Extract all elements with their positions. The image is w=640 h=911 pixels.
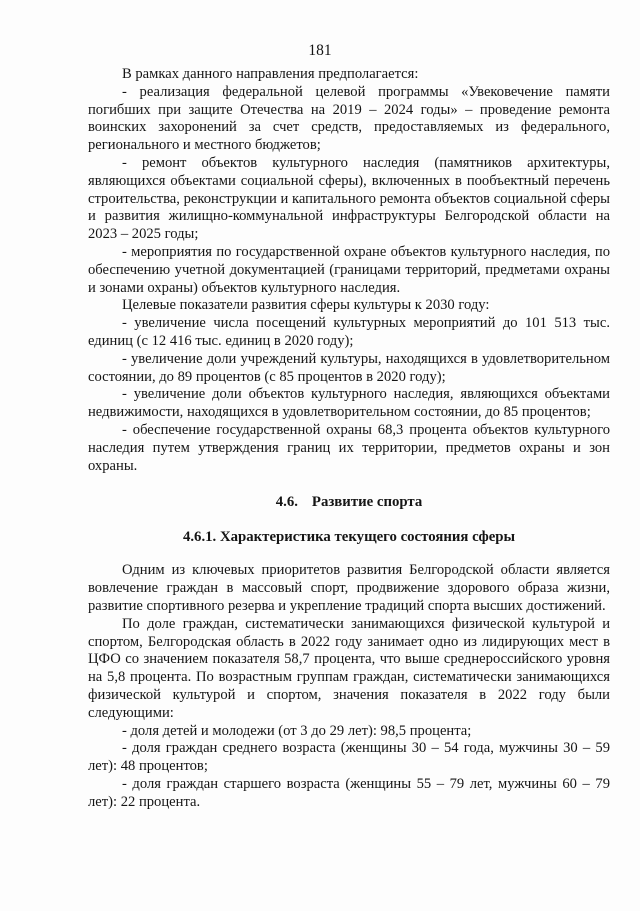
- paragraph-sport-priorities: Одним из ключевых приоритетов развития Белгородской области является вовлечение граждан в массовый спорт, продвижение здорового образа жизни, развитие спортивного резерва и укрепление традиций спорта высших достижений.: [88, 562, 610, 614]
- list-item-middle-age-share: - доля граждан среднего возраста (женщины 30 – 54 года, мужчины 30 – 59 лет): 48 процентов;: [88, 740, 610, 775]
- paragraph-direction-intro: В рамках данного направления предполагается:: [122, 66, 419, 82]
- list-item-institutions-target: - увеличение доли учреждений культуры, находящихся в удовлетворительном состоянии, до 89 процентов (с 85 процентов в 2020 году);: [88, 350, 610, 385]
- list-item-youth-share: - доля детей и молодежи (от 3 до 29 лет): 98,5 процента;: [122, 722, 472, 739]
- list-item-heritage-repair: - ремонт объектов культурного наследия (памятников архитектуры, являющихся объектами социальной сферы), включенных в пообъектный перечень строительства, реконструкции и капитального ремонта объектов социальной сферы и развития жилищно-коммунальной инфраструктуры Белгородской области на 2023 – 2025 годы;: [88, 154, 610, 243]
- page-number: 181: [308, 42, 332, 59]
- paragraph-sport-share: По доле граждан, систематически занимающихся физической культурой и спортом, Белгородская область в 2022 году занимает одно из лидирующих мест в ЦФО со значением показателя 58,7 процента, что выше среднероссийского уровня на 5,8 процента. По возрастным группам граждан, систематически занимающихся физической культурой и спортом, значения показателя в 2022 году были следующими:: [88, 615, 610, 721]
- list-item-senior-share: - доля граждан старшего возраста (женщины 55 – 79 лет, мужчины 60 – 79 лет): 22 процента.: [88, 775, 610, 810]
- section-title: Развитие спорта: [311, 494, 423, 511]
- list-item-memory-program: - реализация федеральной целевой программы «Увековечение памяти погибших при защите Отечества на 2019 – 2024 годы» – проведение ремонта воинских захоронений за счет средств, предоставляемых из федерального, регионального и местного бюджетов;: [88, 83, 610, 154]
- paragraph-culture-targets-intro: Целевые показатели развития сферы культуры к 2030 году:: [122, 297, 490, 314]
- document-body: [88, 66, 610, 811]
- section-heading: [88, 493, 610, 511]
- list-item-heritage-condition-target: - увеличение доли объектов культурного наследия, являющихся объектами недвижимости, находящихся в удовлетворительном состоянии, до 85 процентов;: [88, 386, 610, 421]
- list-item-visits-target: - увеличение числа посещений культурных мероприятий до 101 513 тыс. единиц (с 12 416 тыс. единиц в 2020 году);: [88, 315, 610, 349]
- section-number: 4.6.: [275, 494, 298, 511]
- list-item-heritage-protection: - мероприятия по государственной охране объектов культурного наследия, по обеспечению учетной документацией (границами территорий, предметами охраны и зонами охраны) объектов культурного наследия.: [88, 243, 610, 296]
- subsection-heading: 4.6.1. Характеристика текущего состояния сферы: [182, 529, 516, 546]
- list-item-heritage-protection-target: - обеспечение государственной охраны 68,3 процента объектов культурного наследия путем утверждения границ их территории, предметов охраны и зон охраны.: [88, 421, 610, 474]
